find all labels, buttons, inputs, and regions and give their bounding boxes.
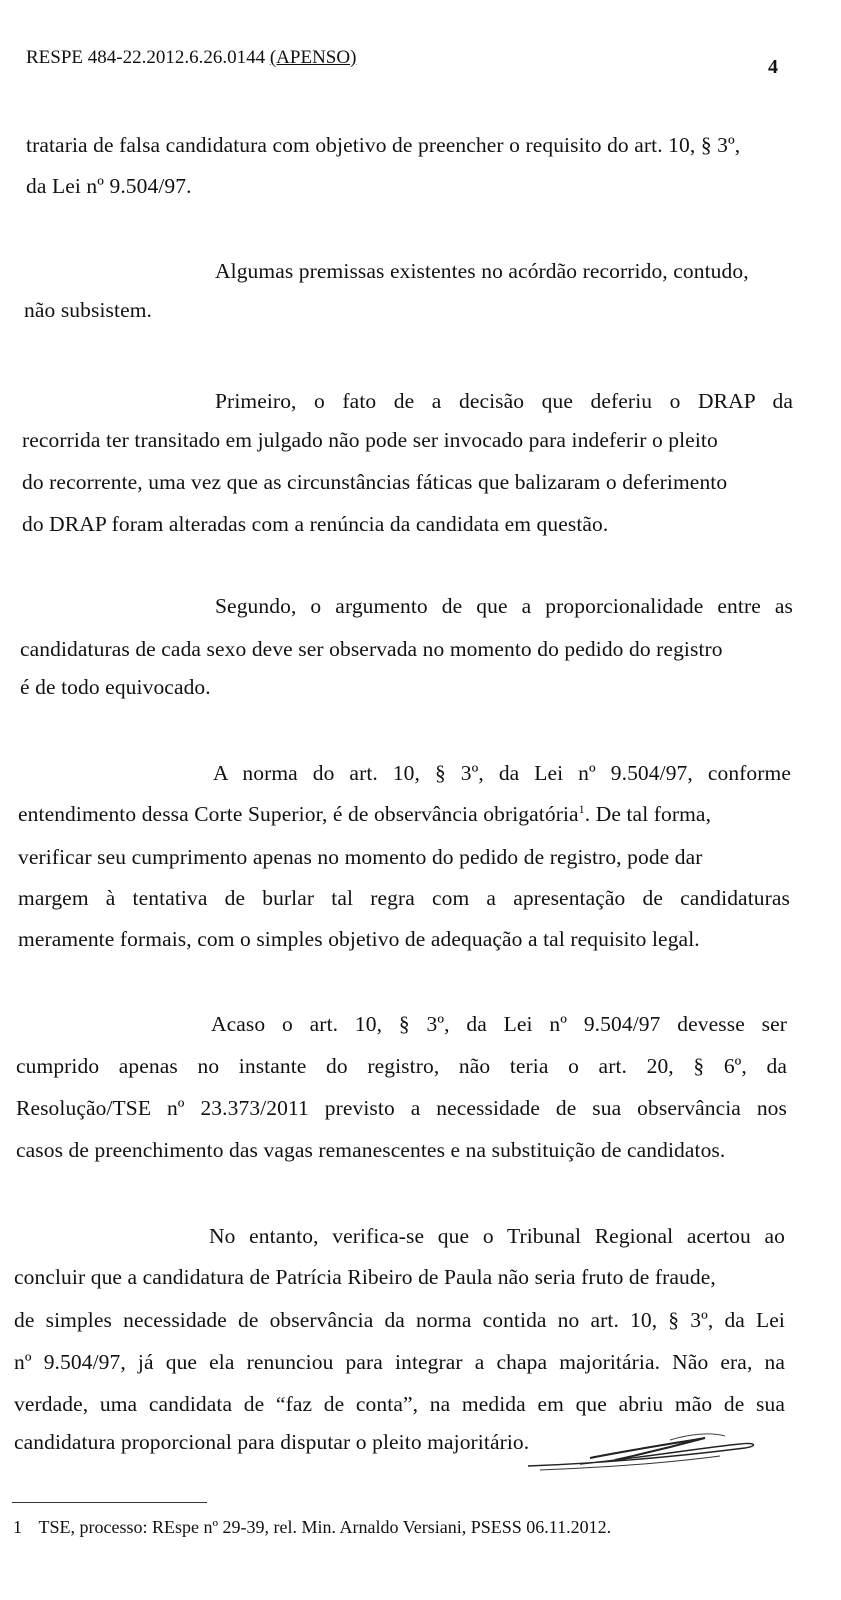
p7-line-1: No entanto, verifica-se que o Tribunal Regional acertou ao	[209, 1224, 785, 1248]
p7-line-5: verdade, uma candidata de “faz de conta”, na medida em que abriu mão de sua	[14, 1392, 785, 1416]
signature-icon	[520, 1428, 760, 1478]
p7-line-3: de simples necessidade de observância da norma contida no art. 10, § 3º, da Lei	[14, 1308, 785, 1332]
p6-line-4: casos de preenchimento das vagas remanescentes e na substituição de candidatos.	[16, 1138, 726, 1162]
p4-line-2: candidaturas de cada sexo deve ser observada no momento do pedido do registro	[20, 637, 723, 661]
p7-line-6: candidatura proporcional para disputar o pleito majoritário.	[14, 1430, 530, 1454]
footnote-ref: 1	[578, 802, 585, 816]
p5-line-2-tail: . De tal forma,	[584, 802, 712, 827]
p5-line-5: meramente formais, com o simples objetivo de adequação a tal requisito legal.	[18, 927, 700, 951]
p1-line-2: da Lei nº 9.504/97.	[26, 174, 192, 198]
p3-line-4: do DRAP foram alteradas com a renúncia da candidata em questão.	[22, 512, 609, 536]
p1-line-1: trataria de falsa candidatura com objetivo de preencher o requisito do art. 10, § 3º,	[26, 133, 741, 157]
p7-line-4: nº 9.504/97, já que ela renunciou para integrar a chapa majoritária. Não era, na	[14, 1350, 785, 1374]
footnote-text: TSE, processo: REspe nº 29-39, rel. Min. Arnaldo Versiani, PSESS 06.11.2012.	[38, 1517, 612, 1537]
p3-line-1-text: Primeiro, o fato de a decisão que deferiu o DRAP da	[215, 389, 793, 413]
page-number: 4	[768, 56, 778, 78]
apenso-label: (APENSO)	[269, 47, 357, 68]
footnote	[13, 1517, 611, 1538]
p5-line-1: A norma do art. 10, § 3º, da Lei nº 9.504/97, conforme	[213, 761, 791, 785]
p5-line-3: verificar seu cumprimento apenas no momento do pedido de registro, pode dar	[18, 845, 703, 869]
p3-line-3: do recorrente, uma vez que as circunstâncias fáticas que balizaram o deferimento	[22, 470, 728, 494]
p6-line-1: Acaso o art. 10, § 3º, da Lei nº 9.504/97 devesse ser	[211, 1012, 787, 1036]
p3-line-1	[215, 389, 793, 414]
p5-line-4: margem à tentativa de burlar tal regra com a apresentação de candidaturas	[18, 886, 790, 910]
p5-line-2-text: entendimento dessa Corte Superior, é de observância obrigatória	[18, 802, 579, 827]
case-reference: RESPE 484-22.2012.6.26.0144	[26, 47, 266, 68]
p4-line-1: Segundo, o argumento de que a proporcionalidade entre as	[215, 594, 793, 618]
footnote-rule	[12, 1502, 207, 1503]
p5-line-2	[18, 802, 711, 827]
p2-line-1: Algumas premissas existentes no acórdão recorrido, contudo,	[215, 259, 749, 283]
p2-line-2: não subsistem.	[24, 298, 153, 322]
p4-line-3: é de todo equivocado.	[20, 675, 211, 699]
footnote-number: 1	[13, 1517, 22, 1537]
p6-line-3: Resolução/TSE nº 23.373/2011 previsto a necessidade de sua observância nos	[16, 1096, 787, 1120]
p3-line-2: recorrida ter transitado em julgado não pode ser invocado para indeferir o pleito	[22, 428, 718, 452]
document-header	[26, 47, 356, 69]
p7-line-2: concluir que a candidatura de Patrícia Ribeiro de Paula não seria fruto de fraude,	[14, 1265, 716, 1289]
p6-line-2: cumprido apenas no instante do registro, não teria o art. 20, § 6º, da	[16, 1054, 787, 1078]
